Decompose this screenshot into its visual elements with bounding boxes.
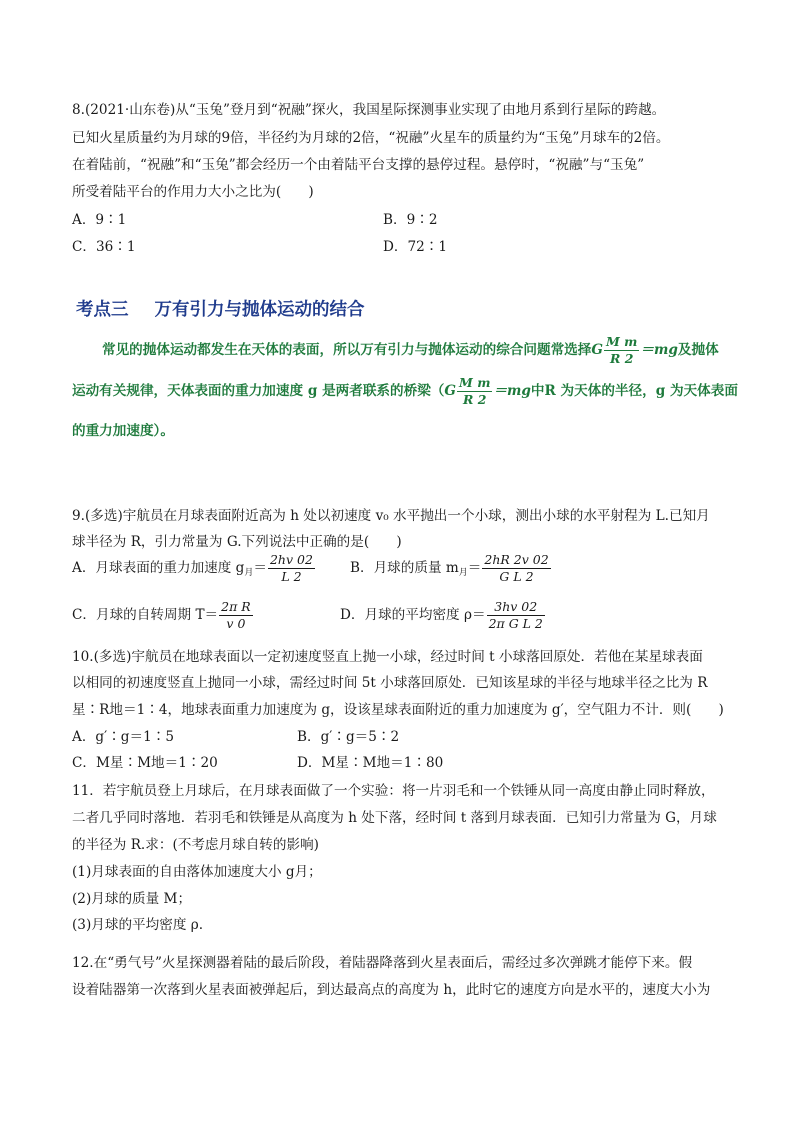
q9-d-label: D．月球的平均密度 ρ	[340, 607, 472, 623]
q9-b-label: B．月球的质量 m	[350, 560, 459, 576]
q9-a-num: 2hv 02	[269, 552, 313, 567]
q10-option-c: C．M星∶M地＝1∶20	[72, 755, 218, 771]
q9-c-num: 2π R	[221, 599, 251, 614]
intro-line-2	[72, 375, 738, 407]
q10-option-b: B．g′∶g＝5∶2	[297, 729, 400, 745]
intro-g-symbol: G	[591, 342, 603, 358]
intro-eq-2: ＝mg	[493, 383, 531, 399]
q11-sub-1: (1)月球表面的自由落体加速度大小 g月；	[72, 864, 322, 880]
q9-option-b	[350, 553, 552, 588]
q9-b-sub: 月	[458, 568, 468, 578]
q9-option-c	[72, 600, 254, 630]
q9-option-d	[340, 600, 546, 630]
intro-fraction	[604, 336, 639, 365]
q10-line-1: 10.(多选)宇航员在地球表面以一定初速度竖直上抛一小球，经过时间 t 小球落回原处．若他在某星球表面	[72, 649, 703, 665]
q9-c-eq: ＝	[204, 607, 219, 623]
intro-frac-den: R 2	[609, 350, 634, 366]
q10-line-3: 星∶R地＝1∶4，地球表面重力加速度为 g，设该星球表面附近的重力加速度为 g′，空气阻力不计．则( )	[72, 702, 724, 718]
intro-fraction-2	[457, 377, 492, 406]
intro-text-1a: 常见的抛体运动都发生在天体的表面，所以万有引力与抛体运动的综合问题常选择	[102, 342, 592, 358]
intro-text-2a: 运动有关规律，天体表面的重力加速度 g 是两者联系的桥梁（	[72, 383, 445, 399]
q9-a-label: A．月球表面的重力加速度 g	[72, 560, 245, 576]
intro-frac-num: M m	[605, 334, 638, 349]
q11-sub-2: (2)月球的质量 M；	[72, 891, 192, 907]
q9-d-eq: ＝	[471, 607, 486, 623]
q9-c-den: v 0	[226, 615, 246, 631]
intro-text-2b: 中R 为天体的半径，g 为天体表面	[530, 383, 738, 399]
q9-a-sub: 月	[244, 568, 254, 578]
intro-frac-num-2: M m	[459, 375, 491, 390]
q12-line-1: 12.在“勇气号”火星探测器着陆的最后阶段，着陆器降落到火星表面后，需经过多次弹跳才能停下来。假	[72, 955, 693, 971]
q9-line-1: 9.(多选)宇航员在月球表面附近高为 h 处以初速度 v₀ 水平抛出一个小球，测出小球的水平射程为 L.已知月	[72, 508, 710, 524]
q9-line-2: 球半径为 R，引力常量为 G.下列说法中正确的是( )	[72, 534, 402, 550]
q9-c-fraction	[219, 601, 253, 630]
q8-option-d: D．72∶1	[383, 239, 448, 255]
q8-line-1: 8.(2021·山东卷)从“玉兔”登月到“祝融”探火，我国星际探测事业实现了由地月系到行星际的跨越。	[72, 102, 666, 118]
q8-option-c: C．36∶1	[72, 239, 136, 255]
q9-d-fraction	[487, 601, 545, 630]
q10-option-d: D．M星∶M地＝1∶80	[297, 755, 444, 771]
q8-line-2: 已知火星质量约为月球的9倍，半径约为月球的2倍，“祝融”火星车的质量约为“玉兔”月球车的2倍。	[72, 130, 670, 146]
q11-line-1: 11．若宇航员登上月球后，在月球表面做了一个实验：将一片羽毛和一个铁锤从同一高度由静止同时释放，	[72, 783, 715, 799]
q8-line-4: 所受着陆平台的作用力大小之比为( )	[72, 184, 314, 200]
q9-option-a	[72, 553, 316, 588]
q11-line-2: 二者几乎同时落地．若羽毛和铁锤是从高度为 h 处下落，经时间 t 落到月球表面．已知引力常量为 G，月球	[72, 810, 717, 826]
intro-line-3: 的重力加速度）。	[72, 423, 174, 439]
intro-text-1b: 及抛体	[677, 342, 719, 358]
q9-b-den: G L 2	[499, 568, 534, 584]
q9-d-num: 3hv 02	[487, 601, 545, 616]
section-heading	[76, 296, 365, 321]
intro-line-1	[102, 334, 719, 366]
section-label: 考点三	[76, 300, 129, 320]
section-title: 万有引力与抛体运动的结合	[154, 300, 365, 320]
q9-a-fraction	[268, 554, 315, 583]
q9-a-eq: ＝	[253, 560, 267, 576]
q9-d-den: 2π G L 2	[488, 615, 543, 631]
q8-line-3: 在着陆前，“祝融”和“玉兔”都会经历一个由着陆平台支撑的悬停过程。悬停时，“祝融”与“玉兔”	[72, 157, 645, 173]
intro-frac-den-2: R 2	[463, 391, 487, 407]
q11-line-3: 的半径为 R.求：(不考虑月球自转的影响)	[72, 837, 319, 853]
q8-option-a: A．9∶1	[72, 212, 127, 228]
q9-b-eq: ＝	[467, 560, 482, 576]
q12-line-2: 设着陆器第一次落到火星表面被弹起后，到达最高点的高度为 h，此时它的速度方向是水平的，速度大小为	[72, 982, 711, 998]
q9-c-label: C．月球的自转周期 T	[72, 607, 205, 623]
intro-g-symbol-2: G	[444, 383, 457, 399]
q8-option-b: B．9∶2	[383, 212, 438, 228]
q9-a-den: L 2	[281, 568, 302, 584]
q11-sub-3: (3)月球的平均密度 ρ.	[72, 917, 204, 933]
q10-line-2: 以相同的初速度竖直上抛同一小球，需经过时间 5t 小球落回原处．已知该星球的半径与地球半径之比为 R	[72, 675, 708, 691]
q10-option-a: A．g′∶g＝1∶5	[72, 729, 174, 745]
q9-b-fraction	[482, 554, 550, 583]
q9-b-num: 2hR 2v 02	[484, 552, 549, 567]
intro-eq: ＝mg	[640, 342, 678, 358]
